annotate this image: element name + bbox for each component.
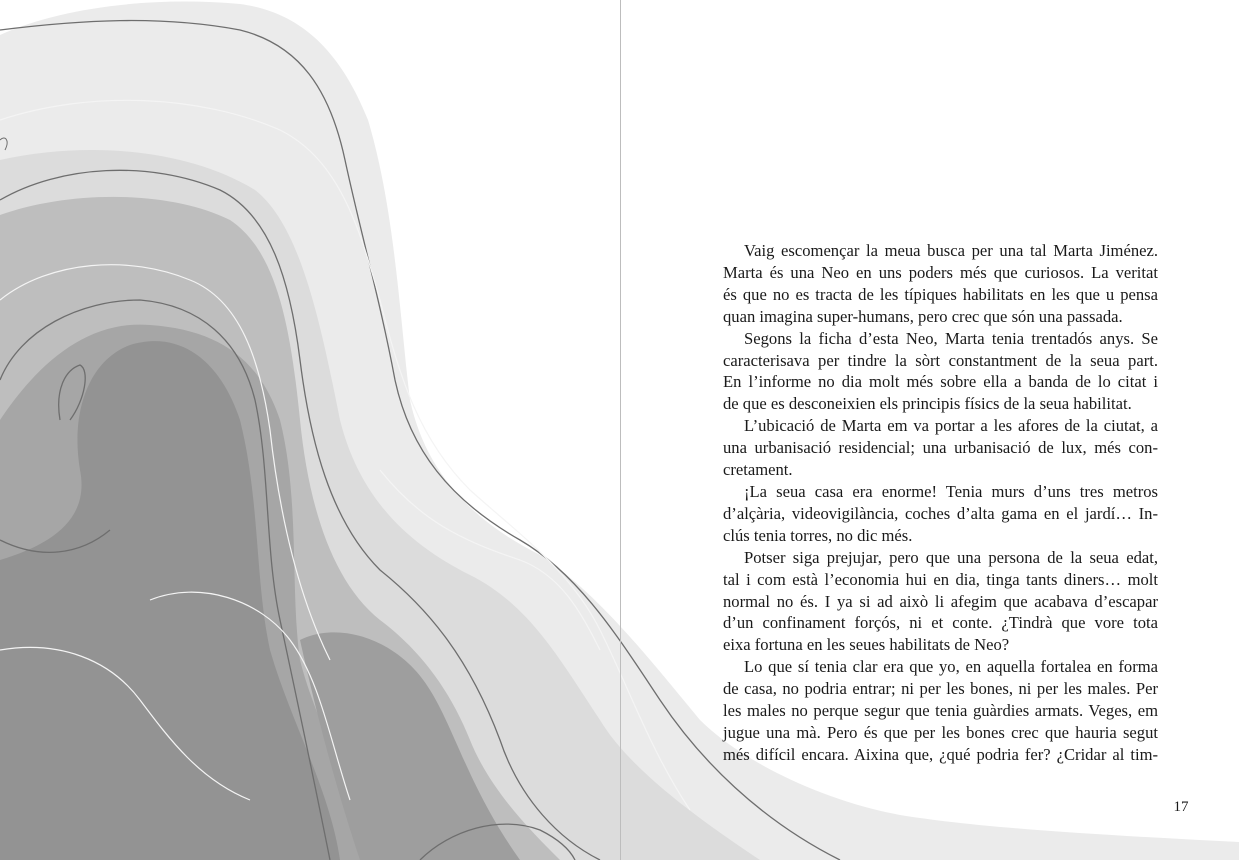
page-number: 17 — [1173, 799, 1189, 815]
text-line: cretament. — [723, 460, 793, 480]
text-line: Marta és una Neo en uns poders més que curiosos. La veritat — [723, 262, 1158, 282]
text-line: clús tenia torres, no dic més. — [723, 525, 913, 545]
text-line: d’un confinament forçós, ni et conte. ¿Tindrà que vore tota — [723, 613, 1158, 633]
text-line: En l’informe no dia molt més sobre ella a banda de lo citat i — [723, 372, 1158, 392]
text-line: normal no és. I ya si ad això li afegim que acabava d’escapar — [723, 591, 1158, 611]
text-line: de casa, no podria entrar; ni per les bones, ni per les males. Per — [723, 679, 1158, 699]
text-line: quan imagina super-humans, pero crec que són una passada. — [723, 306, 1123, 326]
text-line: les males no perque segur que tenia guàrdies armats. Veges, em — [723, 701, 1158, 721]
page-gutter — [620, 0, 621, 860]
text-line: ¡La seua casa era enorme! Tenia murs d’uns tres metros — [744, 481, 1158, 501]
text-line: d’alçària, videovigilància, coches d’alta gama en el jardí… In- — [723, 503, 1158, 523]
text-line: Vaig escomençar la meua busca per una tal Marta Jiménez. — [744, 241, 1158, 260]
text-line: és que no es tracta de les típiques habilitats en les que u pensa — [723, 284, 1158, 304]
text-line: una urbanisació residencial; una urbanisació de lux, més con- — [723, 438, 1158, 458]
text-line: caracterisava per tindre la sòrt constantment de la seua part. — [723, 350, 1158, 370]
text-line: més difícil encara. Aixina que, ¿qué podria fer? ¿Cridar al tim- — [723, 744, 1158, 764]
text-line: Potser siga prejujar, pero que una persona de la seua edat, — [744, 547, 1158, 567]
text-line: jugue una mà. Pero és que per les bones crec que hauria segut — [723, 722, 1158, 742]
text-line: Segons la ficha d’esta Neo, Marta tenia trentadós anys. Se — [744, 328, 1158, 348]
text-line: eixa fortuna en les seues habilitats de Neo? — [723, 635, 1010, 655]
text-line: de que es desconeixien els principis físics de la seua habilitat. — [723, 394, 1132, 414]
text-line: L’ubicació de Marta em va portar a les afores de la ciutat, a — [744, 416, 1158, 436]
text-line: Lo que sí tenia clar era que yo, en aquella fortalea en forma — [744, 657, 1158, 677]
page-text — [723, 240, 1158, 766]
text-line: tal i com està l’economia hui en dia, tinga tants diners… molt — [723, 569, 1158, 589]
